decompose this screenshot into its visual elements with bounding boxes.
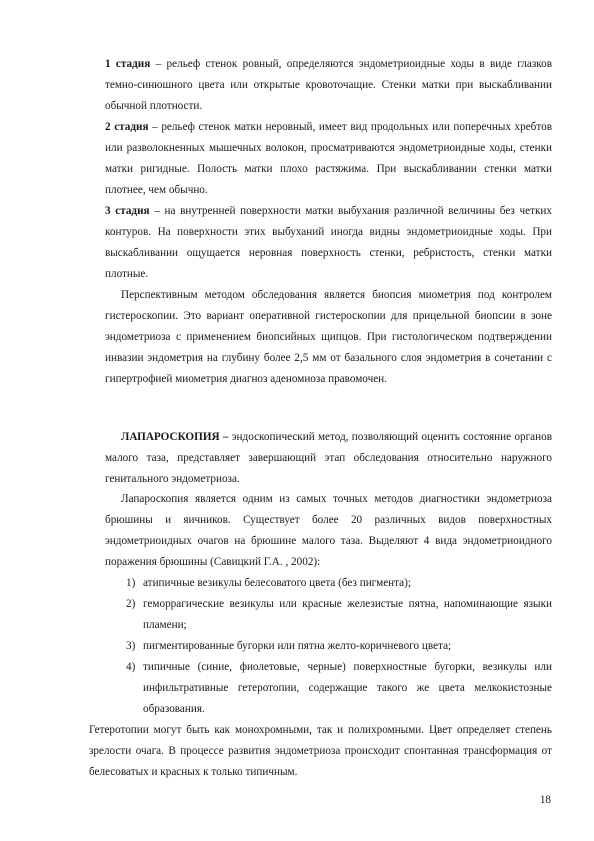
list-item-text: атипичные везикулы белесоватого цвета (без пигмента); [143,577,411,589]
stage-3-text: – на внутренней поверхности матки выбухания различной величины без четких контуров. На поверхности этих выбуханий иногда видны эндометриоидные ходы. При выскабливании ощущается неровная поверхность стенки, ребристость, стенки матки плотные. [105,205,552,280]
list-item-number: 4) [126,661,136,673]
list-item [126,594,552,636]
stage-2-paragraph [105,117,552,201]
biopsy-paragraph: Перспективным методом обследования является биопсия миометрия под контролем гистероскопии. Это вариант оперативной гистероскопии для прицельной биопсии в зоне эндометриоза с применением биопсийных щипцов. При гистологическом подтверждении инвазии эндометрия на глубину более 2,5 мм от базального слоя эндометрия в сочетании с гипертрофией миометрия диагноз аденомиоза правомочен. [105,289,552,385]
list-item-number: 2) [126,598,136,610]
list-item-text: типичные (синие, фиолетовые, черные) поверхностные бугорки, везикулы или инфильтративные гетеротопии, содержащие такого же цвета мелкокистозные образования. [143,661,552,715]
lesion-types-list [126,573,552,720]
list-item-text: геморрагические везикулы или красные железистые пятна, напоминающие языки пламени; [143,598,552,631]
stage-2-text: – рельеф стенок матки неровный, имеет вид продольных или поперечных хребтов или разволокненных мышечных волокон, просматриваются эндометриоидные ходы, стенки матки ригидные. Полость матки плохо растяжима. При выскабливании стенки матки плотнее, чем обычно. [105,121,552,196]
stage-1-paragraph [105,54,552,117]
laparoscopy-paragraph [105,427,552,490]
laparoscopy-text: эндоскопический метод, позволяющий оценить состояние органов малого таза, представляет завершающий этап обследования относительно наружного генитального эндометриоза. [105,431,552,485]
stage-3-title: 3 стадия [105,205,150,217]
laparoscopy-title: ЛАПАРОСКОПИЯ – [121,431,229,443]
list-item-text: пигментированные бугорки или пятна желто-коричневого цвета; [143,640,452,652]
stage-1-title: 1 стадия [105,58,151,70]
page-number: 18 [539,794,551,806]
stage-2-title: 2 стадия [105,121,149,133]
list-item-number: 3) [126,640,136,652]
list-item [126,573,552,594]
stage-1-text: – рельеф стенок ровный, определяются эндометриоидные ходы в виде глазков темно-синюшного цвета или открытые кровоточащие. Стенки матки при выскабливании обычной плотности. [105,58,552,112]
list-item [126,657,552,720]
list-item [126,636,552,657]
closing-paragraph: Гетеротопии могут быть как монохромными, так и полихромными. Цвет определяет степень зрелости очага. В процессе развития эндометриоза происходит спонтанная трансформация от белесоватых и красных к только типичным. [89,724,552,778]
list-item-number: 1) [126,577,136,589]
laparoscopy-methods-paragraph: Лапароскопия является одним из самых точных методов диагностики эндометриоза брюшины и яичников. Существует более 20 различных видов поверхностных эндометриоидных очагов на брюшине малого таза. Выделяют 4 вида эндометриоидного поражения брюшины (Савицкий Г.А. , 2002): [105,493,552,568]
stage-3-paragraph [105,201,552,285]
